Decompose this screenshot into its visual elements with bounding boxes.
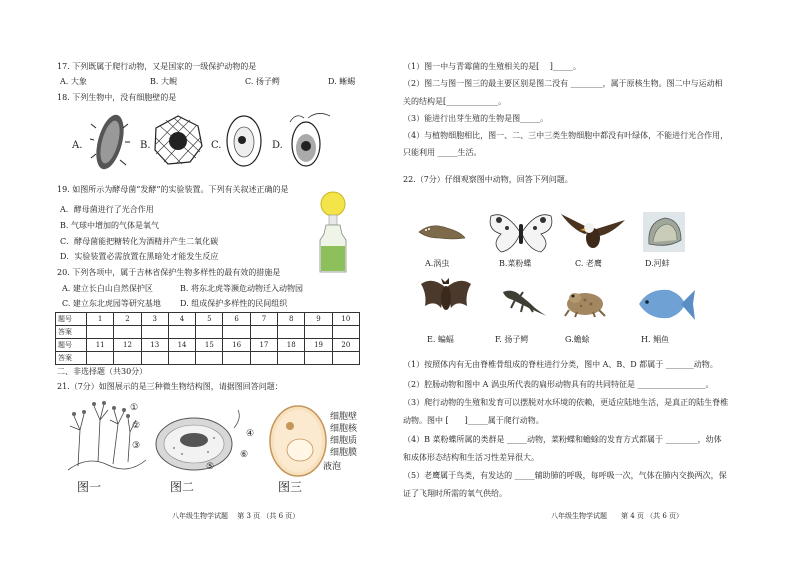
animal-label-c: C. 老鹰 — [575, 259, 602, 268]
q18-label-d: D. — [272, 140, 283, 151]
answer-cell[interactable] — [278, 352, 305, 365]
table-cell: 9 — [305, 313, 332, 326]
animal-label-f: F. 扬子鳄 — [495, 335, 529, 344]
answer-cell[interactable] — [223, 326, 250, 339]
answer-cell[interactable] — [305, 326, 332, 339]
q17-option-b: B. 大鲵 — [150, 77, 177, 86]
animal-label-h: H. 鲳鱼 — [641, 335, 670, 344]
table-cell: 13 — [141, 339, 168, 352]
eagle-image — [559, 210, 627, 254]
table-header-cell: 题号 — [56, 339, 87, 352]
yeast-cell-image — [224, 114, 264, 168]
fig3-label-membrane: 细胞膜 — [330, 448, 358, 458]
yeast-diagram — [268, 404, 328, 478]
fig1-mark-1: ① — [130, 403, 139, 413]
fig1-caption: 图一 — [77, 480, 102, 494]
table-cell: 18 — [278, 339, 305, 352]
q21-sub-3: （3）能进行出芽生殖的生物是图_____。 — [403, 114, 549, 123]
table-row — [56, 326, 360, 339]
fig3-label-cell-wall: 细胞壁 — [330, 412, 358, 422]
freshwater-mussel-image — [643, 212, 685, 252]
answer-cell[interactable] — [114, 352, 141, 365]
answer-cell[interactable] — [223, 352, 250, 365]
q18-stem: 18. 下列生物中，没有细胞壁的是 — [57, 93, 177, 102]
answer-cell[interactable] — [87, 352, 114, 365]
table-cell: 19 — [305, 339, 332, 352]
table-header-cell: 答案 — [56, 326, 87, 339]
q22-sub-1: （1）按照体内有无由脊椎骨组成的脊柱进行分类，图中 A、B、D 都属于 _______动物。 — [403, 360, 718, 369]
fig2-caption: 图二 — [170, 480, 195, 494]
table-row — [56, 339, 360, 352]
table-cell: 6 — [223, 313, 250, 326]
virus-image — [152, 114, 204, 166]
q19-option-b: B. 气球中增加的气体是氧气 — [60, 221, 159, 230]
answer-cell[interactable] — [168, 326, 195, 339]
animal-label-g: G.蟾蜍 — [565, 335, 590, 344]
chinese-alligator-image — [499, 278, 549, 318]
table-cell: 1 — [87, 313, 114, 326]
table-cell: 11 — [87, 339, 114, 352]
animal-label-b: B.菜粉蝶 — [499, 259, 532, 268]
q20-option-c: C. 建立东北虎园等研究基地 — [62, 299, 161, 308]
q17-option-d: D. 蜥蜴 — [328, 77, 356, 86]
pomfret-fish-image — [635, 284, 695, 324]
table-cell: 16 — [223, 339, 250, 352]
answer-cell[interactable] — [196, 352, 223, 365]
q22-sub-3: （3）爬行动物的生殖和发育可以摆脱对水环境的依赖，更适应陆地生活，是真正的陆生脊椎 — [403, 398, 729, 407]
table-cell: 17 — [250, 339, 277, 352]
q21-sub-4: （4）与植物细胞相比，图一、二、三中三类生物细胞中都没有叶绿体，不能进行光合作用， — [403, 131, 729, 140]
answer-cell[interactable] — [250, 326, 277, 339]
q22-sub-4-cont: 和成体形态结构和生活习性差异很大。 — [403, 453, 539, 462]
table-cell: 5 — [196, 313, 223, 326]
q17-option-c: C. 扬子鳄 — [245, 77, 280, 86]
q18-label-c: C. — [211, 140, 222, 151]
table-cell: 10 — [332, 313, 359, 326]
cabbage-butterfly-image — [487, 210, 555, 254]
q20-option-d: D. 组成保护多样性的民间组织 — [180, 299, 288, 308]
toad-image — [563, 286, 607, 318]
q20-option-b: B. 将东北虎等濒危动物迁入动物园 — [180, 284, 303, 293]
table-header-cell: 答案 — [56, 352, 87, 365]
page-footer-left: 八年级生物学试题 第 3 页 （共 6 页） — [172, 512, 300, 520]
table-cell: 8 — [278, 313, 305, 326]
fig2-mark-4: ④ — [246, 429, 255, 439]
answer-cell[interactable] — [87, 326, 114, 339]
q21-sub-2-cont: 关的结构是[_____________。 — [403, 97, 507, 106]
answer-cell[interactable] — [278, 326, 305, 339]
q22-sub-2: （2）腔肠动物和图中 A 涡虫所代表的扁形动物具有的共同特征是 _________________。 — [403, 380, 714, 389]
table-cell: 12 — [114, 339, 141, 352]
q20-stem: 20. 下列各项中，属于吉林省保护生物多样性的最有效的措施是 — [57, 268, 281, 277]
section-heading: 二、非选择题（共30分） — [57, 367, 148, 376]
answer-cell[interactable] — [168, 352, 195, 365]
bat-image — [419, 272, 473, 322]
table-cell: 15 — [196, 339, 223, 352]
q22-sub-3-cont: 动物。图中 [ ]_____属于爬行动物。 — [403, 416, 544, 425]
fig3-caption: 图三 — [278, 480, 303, 494]
bacterium-diagram — [152, 408, 244, 476]
q18-label-b: B. — [140, 140, 151, 151]
q22-sub-4: （4）B 菜粉蝶所属的类群是 _____动物，菜粉蝶和蟾蜍的发育方式都属于 ________，幼体 — [403, 435, 722, 444]
answer-cell[interactable] — [141, 326, 168, 339]
table-cell: 4 — [168, 313, 195, 326]
table-cell: 20 — [332, 339, 359, 352]
table-cell: 3 — [141, 313, 168, 326]
q19-option-c: C．酵母菌能把糖转化为酒精并产生二氧化碳 — [60, 237, 219, 246]
table-cell: 2 — [114, 313, 141, 326]
q21-sub-4-cont: 只能利用 _____生活。 — [403, 148, 482, 157]
q21-sub-1: （1）图一中与青霉菌的生殖相关的是[ ]_____。 — [403, 62, 581, 71]
answer-cell[interactable] — [332, 352, 359, 365]
right-page — [397, 0, 794, 561]
fig1-mark-2: ② — [132, 421, 141, 431]
table-row — [56, 313, 360, 326]
fig2-mark-5: ⑤ — [206, 462, 215, 472]
fig3-label-vacuole: 液泡 — [323, 462, 342, 472]
q21-sub-2: （2）图二与图一图三的最主要区别是图二没有 ________，属于原核生物。图二中与运动相 — [403, 79, 723, 88]
fig2-mark-6: ⑥ — [240, 450, 249, 460]
fermentation-flask-image — [316, 190, 350, 276]
bacterium-image — [90, 108, 130, 176]
table-cell: 7 — [250, 313, 277, 326]
planarian-image — [417, 218, 467, 244]
fig3-label-cytoplasm: 细胞质 — [330, 436, 358, 446]
answer-cell[interactable] — [332, 326, 359, 339]
answer-cell[interactable] — [114, 326, 141, 339]
q20-option-a: A. 建立长白山自然保护区 — [62, 284, 153, 293]
q21-stem: 21.（7分）如图展示的是三种微生物结构图，请据图回答问题： — [57, 382, 283, 391]
fig1-mark-3: ③ — [132, 441, 141, 451]
answer-cell[interactable] — [250, 352, 277, 365]
q18-label-a: A. — [72, 140, 83, 151]
q17-option-a: A. 大象 — [60, 77, 87, 86]
page-footer-right: 八年级生物学试题 第 4 页 （共 6 页） — [551, 512, 684, 520]
q19-option-a: A．酵母菌进行了光合作用 — [60, 205, 154, 214]
q22-sub-5: （5）老鹰属于鸟类，有发达的 _____辅助肺的呼吸，每呼吸一次，气体在肺内交换两次，保 — [403, 471, 727, 480]
animal-label-d: D.河蚌 — [645, 259, 670, 268]
answer-cell[interactable] — [196, 326, 223, 339]
table-cell: 14 — [168, 339, 195, 352]
q17-stem: 17. 下列既属于爬行动物，又是国家的一级保护动物的是 — [57, 62, 257, 71]
q19-option-d: D．实验装置必需放置在黑暗处才能发生反应 — [60, 252, 219, 261]
table-row — [56, 352, 360, 365]
animal-label-a: A.涡虫 — [425, 259, 450, 268]
q19-stem: 19. 如图所示为酵母菌“发酵”的实验装置。下列有关叙述正确的是 — [57, 185, 289, 194]
fig3-label-nucleus: 细胞核 — [330, 424, 358, 434]
q22-stem: 22.（7分）仔细观察图中动物，回答下列问题。 — [403, 175, 573, 184]
q22-sub-5-cont: 证了飞翔时所需的氧气供给。 — [403, 489, 507, 498]
chlamydomonas-image — [286, 110, 336, 172]
animal-label-e: E. 蝙蝠 — [427, 335, 454, 344]
answer-cell[interactable] — [141, 352, 168, 365]
answer-table — [55, 312, 360, 365]
table-header-cell: 题号 — [56, 313, 87, 326]
answer-cell[interactable] — [305, 352, 332, 365]
